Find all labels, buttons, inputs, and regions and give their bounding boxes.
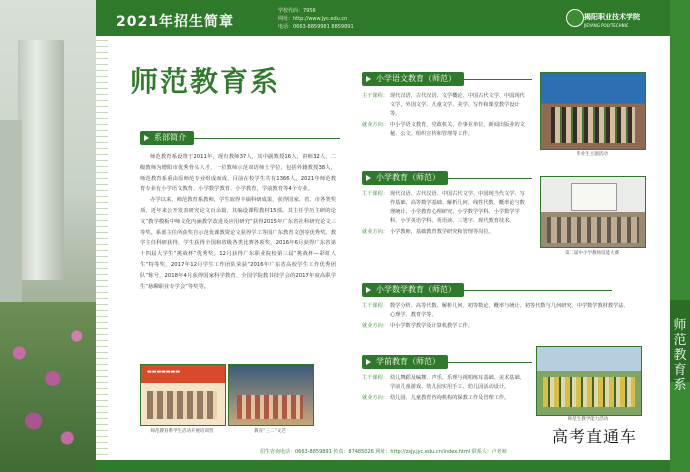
photo-caption: 师范教育系学生活动开展培训营	[150, 429, 214, 434]
intro-paragraph: 师范教育系设置于2011年，现有教师37人，其中副教授16人，讲师32人，二级教师为增阳市优秀骨头人才，一位教师示范双语师士学位，包括外籍教授38人，师范教育系重由原师范专业组成而成，目前在校学生共有1366人。2021年师范教育专业有小学语文教育、小学数学教育、小学教育，学前教育等4个专业。	[140, 154, 336, 193]
section-heading-program: 小学语文教育（师范）	[362, 72, 464, 86]
row-value: 幼儿园、儿童教育咨询机构的保教工作及管理工作。	[389, 395, 510, 401]
school-name-en: JIEYANG POLYTECHNIC	[584, 23, 629, 28]
program-photo	[536, 346, 642, 416]
row-key: 主干课程：	[362, 303, 388, 309]
photo-banner: ▬▬▬▬▬▬▬	[147, 369, 181, 375]
header-info	[278, 7, 354, 31]
row-value: 幼儿舞蹈及编舞、声乐、乐理与视唱练耳基础、美术基础、学前儿童游戏、幼儿园实用手工、幼儿园活动设计。	[389, 375, 525, 390]
program-details	[362, 190, 526, 239]
program-photo	[540, 176, 646, 248]
row-value: 数学分析、高等代数、解析几何、初等数论、概率与统计、初等代数与几何研究、中学数学教材教学法、心理学、教育学等。	[389, 303, 629, 318]
program-photo	[540, 72, 646, 150]
school-seal-icon	[566, 9, 584, 27]
side-strip	[670, 0, 690, 472]
bottom-bar	[96, 460, 670, 472]
row-key: 主干课程：	[362, 93, 388, 99]
dot-divider	[96, 40, 108, 460]
row-value: 现代汉语、古代汉语、中国古代文学、中国现当代文学、写作基础、高等数学基础、解析几何、线性代数、概率论与数理统计、小学教育心理研究、小学数学学科、小学数学学科、小学英语学科、英语读、三笔字、现代教育技术。	[389, 191, 525, 224]
section-heading-program: 小学教育（师范）	[362, 171, 448, 185]
campus-photo	[0, 0, 96, 472]
header-info-line: 电话：0663-8859981 8859891	[278, 24, 354, 30]
header-info-line: 网址：http://www.jyc.edu.cn	[278, 16, 348, 22]
row-value: 小学教师，基础教育教学研究和管理等岗位。	[389, 229, 494, 235]
page-title: 师范教育系	[130, 65, 281, 98]
building-image	[0, 120, 22, 320]
people-image	[147, 391, 217, 419]
brochure-title: 2021年招生简章	[116, 14, 234, 30]
program-details	[362, 92, 526, 141]
school-name: 揭阳职业技术学院	[584, 13, 640, 21]
photo-caption: 毕业生主题活动	[576, 152, 608, 157]
row-value: 中小学语文教育，党政机关、企事业单位，新闻出版业的文秘、公文、组织宣传和管理等工作。	[389, 122, 525, 137]
program-details	[362, 302, 632, 333]
classroom-image	[547, 217, 639, 243]
students-image	[551, 107, 635, 143]
contact-footer: 招生咨询电话：0663-8859891 传真：87485026 网址：http://zsjy.jyc.edu.cn/index.html 联系人：卢老师	[260, 449, 507, 455]
photo-caption: 师范生教学能力活动	[567, 417, 609, 422]
side-tab-label: 师范教育系	[673, 318, 687, 393]
watermark: 高考直通车	[552, 427, 638, 446]
row-key: 主干课程：	[362, 375, 388, 381]
photo-caption: 第二届中小学教师技能大赛	[565, 251, 619, 256]
building-image	[18, 40, 64, 280]
row-key: 就业方向：	[362, 229, 388, 235]
row-key: 就业方向：	[362, 395, 388, 401]
row-key: 就业方向：	[362, 122, 388, 128]
flowers-image	[0, 302, 96, 472]
row-key: 就业方向：	[362, 323, 388, 329]
section-heading-program: 学前教育（师范）	[362, 355, 448, 369]
intro-text	[140, 152, 336, 292]
intro-photo	[140, 364, 226, 426]
projector-screen	[571, 183, 617, 211]
performers-image	[237, 395, 303, 419]
photo-caption: 教育“三二”文艺	[254, 429, 286, 434]
header-info-line: 学校代码：7956	[278, 8, 316, 14]
section-heading-intro: 系部简介	[140, 131, 194, 145]
school-logo	[584, 12, 640, 28]
row-value: 中小学数学教学及计算机教学工作。	[389, 323, 473, 329]
header-bar	[96, 0, 670, 36]
program-details	[362, 374, 526, 405]
row-key: 主干课程：	[362, 191, 388, 197]
intro-photo	[228, 364, 314, 426]
row-value: 现代汉语、古代汉语、文学概论、中国古代文学、中国现代文学、外国文学、儿童文学、美学、写作和课堂教学设计等。	[389, 93, 525, 117]
section-heading-program: 小学数学教育（师范）	[362, 283, 464, 297]
intro-paragraph: 办学以来，师范教育系教师，学生取得丰硕科研成果，获得国家、省、市各类奖项，近年来公开发表研究论文百余篇，其编设课程教材15部。其主任学历主研的论文“教学模板中师文化内涵教学改进及应用研究”获得2015年广东省社科研究论文三等奖。系部主任所获奖自示范优课教资论文获得学工等国广东教育文创等优秀奖。教学主任科研获得，学生获得全国和省级各类比赛各项奖，2016年6月获得广东省第十四届大学生“挑战杯”优秀奖。12月获得广东职业院校第三届“挑战杯—彩虹人生”特等奖，2017年12月学生工作团队荣获“2016年广东省高校学生工作优秀团队”称号，2018年4月获得国家科学教育、全国学院教书技学会的2017年度高职学生“悬聊职业专学会”等奖等。	[140, 197, 336, 290]
children-image	[543, 377, 635, 407]
